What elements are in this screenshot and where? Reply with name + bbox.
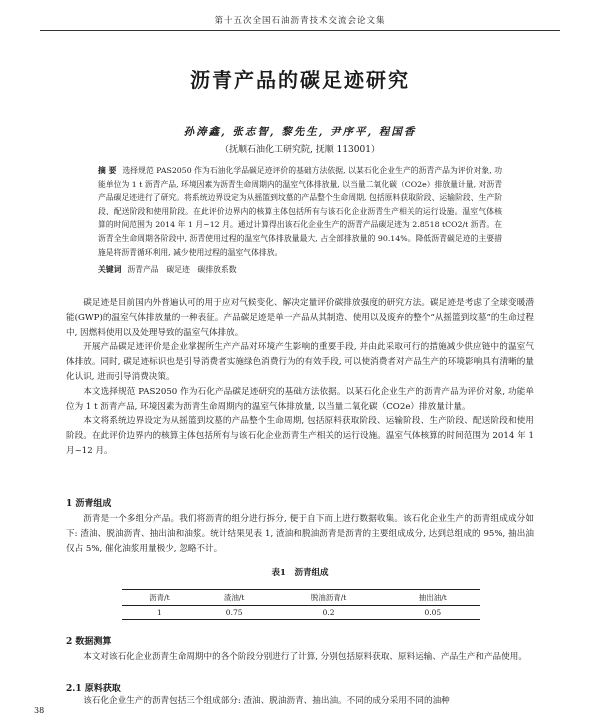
keywords-text: 沥青产品 碳足迹 碳排放系数 xyxy=(127,265,237,274)
table-header-row xyxy=(122,590,480,606)
section-2-1-body xyxy=(66,694,534,709)
table-header-cell: 脱油沥青/t xyxy=(272,590,386,606)
table-cell: 0.75 xyxy=(225,608,243,617)
intro-body xyxy=(66,296,534,459)
affiliation: （抚顺石油化工研究院, 抚顺 113001） xyxy=(220,145,380,155)
composition-table xyxy=(122,589,480,620)
paper-title: 沥青产品的碳足迹研究 xyxy=(190,68,410,92)
table-header-cell: 沥青/t xyxy=(122,590,197,606)
page-number: 38 xyxy=(34,706,45,715)
keywords-block xyxy=(98,264,502,275)
keywords-label: 关键词 xyxy=(98,265,122,274)
intro-paragraph: 碳足迹是目前国内外普遍认可的用于应对气候变化、解决定量评价碳排放强度的研究方法。碳足迹是考虑了全球变暖潜能(GWP)的温室气体排放量的一种表征。产品碳足迹是单一产品从其制造、使用以及废弃的整个“从摇篮到坟墓”的生命过程中, 因燃料使用以及处理导致的温室气体排放。 xyxy=(66,298,534,338)
table-cell: 0.2 xyxy=(322,608,335,617)
intro-paragraph: 本文选择规范 PAS2050 作为石化产品碳足迹研究的基础方法依据。以某石化企业生产的沥青产品为评价对象, 功能单位为 1 t 沥青产品, 环境因素为沥青生命周期内的温室气体排放量, 以当量二氧化碳（CO2e）排放量计量。 xyxy=(66,386,534,412)
table-cell: 1 xyxy=(156,608,162,617)
intro-paragraph: 开展产品碳足迹评价是企业掌握所生产产品对环境产生影响的重要手段, 并由此采取可行的措施减少供应链中的温室气体排放。同时, 碳足迹标识也是引导消费者实施绿色消费行为的有效手段, 可以使消费者对产品生产的环境影响具有清晰的量化认识, 进而引导消费决策。 xyxy=(66,342,534,382)
section-2-1-paragraph: 该石化企业生产的沥青包括三个组成部分: 渣油、脱油沥青、抽出油。不同的成分采用不同的油种 xyxy=(83,696,450,706)
abstract-label: 摘 要 xyxy=(98,166,117,175)
table-cell: 0.05 xyxy=(424,608,442,617)
section-2-heading: 2 数据测算 xyxy=(66,637,112,647)
abstract-block xyxy=(98,164,502,259)
table-header-cell: 抽出油/t xyxy=(386,590,480,606)
running-head: 第十五次全国石油沥青技术交流会论文集 xyxy=(40,14,560,31)
section-1-heading: 1 沥青组成 xyxy=(66,499,112,509)
table-row xyxy=(122,606,480,620)
section-2-1-heading: 2.1 原料获取 xyxy=(66,684,121,694)
section-1-paragraph: 沥青是一个多组分产品。我们将沥青的组分进行拆分, 便于自下而上进行数据收集。该石化企业生产的沥青组成成分如下: 渣油、脱油沥青、抽出油和油浆。统计结果见表 1, 渣油和脱油沥青是沥青的主要组成成分, 达到总组成的 95%, 抽出油仅占 5%, 催化油浆用量极少, 忽略不计。 xyxy=(66,514,534,554)
section-1-body xyxy=(66,512,534,556)
intro-paragraph: 本文将系统边界设定为从摇篮到坟墓的产品整个生命周期, 包括原料获取阶段、运输阶段、生产阶段、配送阶段和使用阶段。在此评价边界内的核算主体包括所有与该石化企业沥青生产相关的运行设施。温室气体核算的时间范围为 2014 年 1 月~12 月。 xyxy=(66,416,534,456)
table-caption: 表1 沥青组成 xyxy=(271,568,329,578)
author-list: 孙涛鑫, 张志智, 黎先生, 尹序平, 程国香 xyxy=(183,126,417,138)
table-header-cell: 渣油/t xyxy=(197,590,272,606)
section-2-paragraph: 本文对该石化企业沥青生命周期中的各个阶段分别进行了计算, 分别包括原料获取、原料运输、产品生产和产品使用。 xyxy=(83,652,527,662)
section-2-body xyxy=(66,650,534,665)
abstract-text: 选择规范 PAS2050 作为石油化学品碳足迹评价的基础方法依据, 以某石化企业生产的沥青产品为评价对象, 功能单位为 1 t 沥青产品, 环境因素为沥青生命周期内的温室气体排放量, 以当量二氧化碳（CO2e）排放量计量, 对沥青产品碳足迹进行了研究。将系统边界设定为从摇篮到坟墓的产品整个生命周期, 包括原料获取阶段、运输阶段、生产阶段、配送阶段和使用阶段。在此评价边界内的核算主体包括所有与该石化企业沥青生产相关的运行设施。温室气体核算的时间范围为 2014 年 1 月~12 月。通过计算得出该石化企业生产的沥青产品碳足迹为 2.8518 tCO2/t 沥青。在沥青全生命周期各阶段中, 沥青使用过程的温室气体排放量最大, 占全部排放量的 90.14%。降低沥青碳足迹的主要措施是将沥青循环利用, 减少使用过程的温室气体排放。 xyxy=(98,166,502,257)
